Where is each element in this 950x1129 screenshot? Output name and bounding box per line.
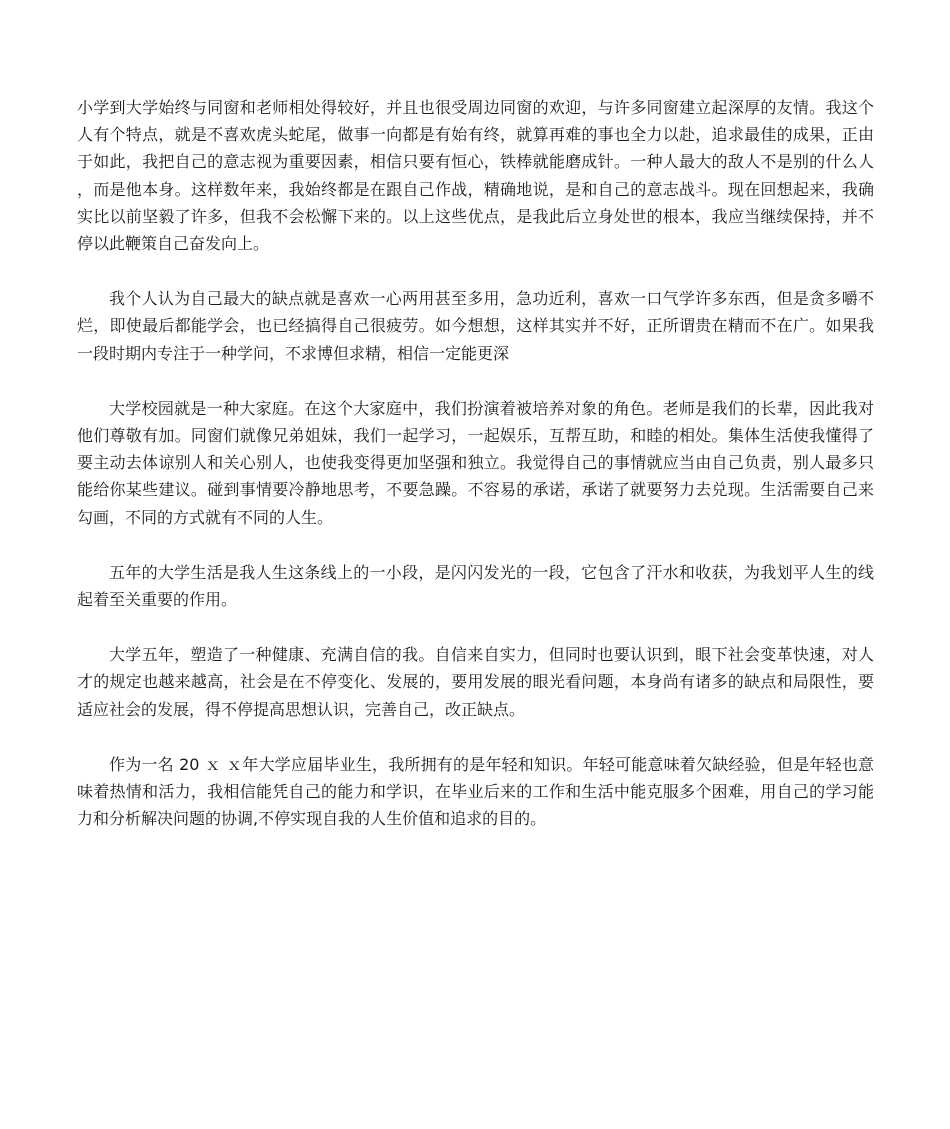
paragraph-campus-family: 大学校园就是一种大家庭。在这个大家庭中，我们扮演着被培养对象的角色。老师是我们的长辈，因此我对他们尊敬有加。同窗们就像兄弟姐妹，我们一起学习，一起娱乐，互帮互助，和睦的相处。集体生活使我懂得了要主动去体谅别人和关心别人，也使我变得更加坚强和独立。我觉得自己的事情就应当由自己负责，别人最多只能给你某些建议。碰到事情要冷静地思考，不要急躁。不容易的承诺，承诺了就要努力去兑现。生活需要自己来勾画，不同的方式就有不同的人生。 <box>77 398 874 527</box>
paragraph-strengths: 小学到大学始终与同窗和老师相处得较好，并且也很受周边同窗的欢迎，与许多同窗建立起深厚的友情。我这个人有个特点，就是不喜欢虎头蛇尾，做事一向都是有始有终，就算再难的事也全力以赴，追求最佳的成果，正由于如此，我把自己的意志视为重要因素，相信只要有恒心，铁棒就能磨成针。一种人最大的敌人不是别的什么人，而是他本身。这样数年来，我始终都是在跟自己作战，精确地说，是和自己的意志战斗。现在回想起来，我确实比以前坚毅了许多，但我不会松懈下来的。以上这些优点，是我此后立身处世的根本，我应当继续保持，并不停以此鞭策自己奋发向上。 <box>77 98 874 254</box>
paragraph-graduate: 作为一名 20 ｘ ｘ年大学应届毕业生，我所拥有的是年轻和知识。年轻可能意味着欠缺经验，但是年轻也意味着热情和活力，我相信能凭自己的能力和学识，在毕业后来的工作和生活中能克服多个困难，用自己的学习能力和分析解决问题的协调,不停实现自我的人生价值和追求的目的。 <box>77 754 874 829</box>
paragraph-confidence: 大学五年，塑造了一种健康、充满自信的我。自信来自实力，但同时也要认识到，眼下社会变革快速，对人才的规定也越来越高，社会是在不停变化、发展的，要用发展的眼光看问题，本身尚有诸多的缺点和局限性，要适应社会的发展，得不停提高思想认识，完善自己，改正缺点。 <box>77 645 874 719</box>
document-page <box>77 94 874 860</box>
paragraph-five-years: 五年的大学生活是我人生这条线上的一小段，是闪闪发光的一段，它包含了汗水和收获，为我划平人生的线起着至关重要的作用。 <box>77 562 874 610</box>
paragraph-weaknesses: 我个人认为自己最大的缺点就是喜欢一心两用甚至多用，急功近利，喜欢一口气学许多东西，但是贪多嚼不烂，即使最后都能学会，也已经搞得自己很疲劳。如今想想，这样其实并不好，正所谓贵在精而不在广。如果我一段时期内专注于一种学问，不求博但求精，相信一定能更深 <box>77 289 874 363</box>
